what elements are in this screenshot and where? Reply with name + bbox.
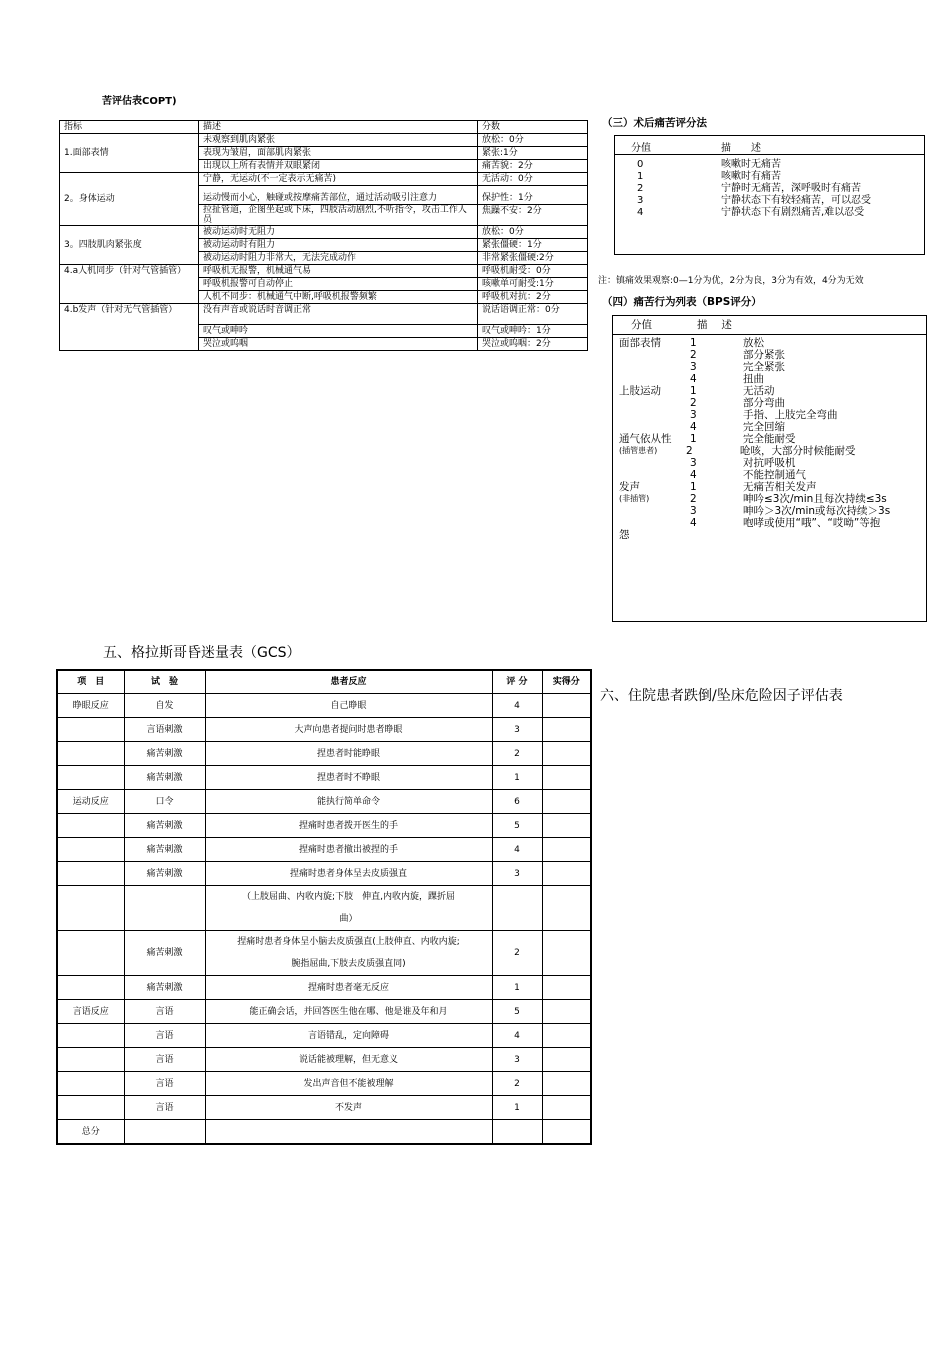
cpot-table bbox=[59, 120, 588, 351]
gcs-response bbox=[205, 718, 492, 742]
bps-score: 4 bbox=[690, 373, 697, 385]
gcs-test bbox=[124, 886, 205, 931]
postop-pain-row bbox=[615, 159, 924, 171]
gcs-item bbox=[57, 886, 124, 931]
postop-pain-row bbox=[615, 183, 924, 195]
bps-row bbox=[613, 433, 926, 445]
gcs-score: 2 bbox=[492, 1072, 542, 1096]
gcs-test: 言语刺激 bbox=[124, 718, 205, 742]
gcs-row bbox=[57, 886, 591, 931]
postop-pain-row bbox=[615, 207, 924, 219]
gcs-score: 2 bbox=[492, 931, 542, 976]
bps-table bbox=[612, 315, 927, 622]
gcs-item bbox=[57, 742, 124, 766]
cpot-description: 表现为皱眉，面部肌肉紧张 bbox=[199, 147, 478, 160]
gcs-score: 1 bbox=[492, 976, 542, 1000]
gcs-score: 4 bbox=[492, 1024, 542, 1048]
postop-pain-title: （三）术后痛苦评分法 bbox=[602, 117, 707, 129]
bps-row bbox=[613, 409, 926, 421]
header-desc: 描 述 bbox=[721, 143, 761, 154]
gcs-item bbox=[57, 931, 124, 976]
gcs-item: 总分 bbox=[57, 1120, 124, 1145]
gcs-row bbox=[57, 976, 591, 1000]
gcs-test: 言语 bbox=[124, 1096, 205, 1120]
bps-row bbox=[613, 361, 926, 373]
gcs-row bbox=[57, 1072, 591, 1096]
gcs-actual-score bbox=[542, 766, 591, 790]
gcs-row bbox=[57, 1096, 591, 1120]
pain-score: 2 bbox=[637, 183, 644, 194]
cpot-description: 没有声音或说话时音调正常 bbox=[199, 304, 478, 325]
pain-score: 1 bbox=[637, 171, 644, 182]
cpot-score: 呼吸机耐受：0分 bbox=[478, 265, 588, 278]
bps-description: 无活动 bbox=[743, 385, 775, 397]
gcs-item bbox=[57, 838, 124, 862]
gcs-row bbox=[57, 1000, 591, 1024]
gcs-response-line: 捏痛时患者身体呈小脑去皮质强直(上肢伸直、内收内旋; bbox=[237, 937, 460, 947]
gcs-test: 痛苦刺激 bbox=[124, 976, 205, 1000]
bps-description: 部分弯曲 bbox=[743, 397, 785, 409]
gcs-test: 痛苦刺激 bbox=[124, 862, 205, 886]
gcs-response-line: 发出声音但不能被理解 bbox=[303, 1078, 394, 1089]
gcs-actual-score bbox=[542, 1000, 591, 1024]
gcs-test: 痛苦刺激 bbox=[124, 814, 205, 838]
gcs-response-line: 捏痛时患者拨开医生的手 bbox=[298, 820, 398, 831]
gcs-score bbox=[492, 886, 542, 931]
cpot-row bbox=[60, 304, 588, 325]
cpot-indicator: 4.a人机同步（针对气管插管） bbox=[60, 265, 199, 304]
pain-score: 3 bbox=[637, 195, 644, 206]
gcs-actual-score bbox=[542, 790, 591, 814]
fall-risk-title: 六、住院患者跌倒/坠床危险因子评估表 bbox=[600, 688, 843, 704]
pain-score: 4 bbox=[637, 207, 644, 218]
bps-description: 放松 bbox=[743, 337, 764, 349]
gcs-table bbox=[56, 669, 592, 1145]
cpot-description: 未观察到肌肉紧张 bbox=[199, 134, 478, 147]
gcs-actual-score bbox=[542, 976, 591, 1000]
gcs-row bbox=[57, 766, 591, 790]
bps-row bbox=[613, 385, 926, 397]
gcs-response bbox=[205, 814, 492, 838]
cpot-score: 叹气或呻吟：1分 bbox=[478, 325, 588, 338]
bps-score: 3 bbox=[690, 409, 697, 421]
gcs-item bbox=[57, 862, 124, 886]
cpot-description: 哭泣或呜咽 bbox=[199, 338, 478, 351]
bps-row bbox=[613, 517, 926, 529]
pain-score: 0 bbox=[637, 159, 644, 170]
gcs-item bbox=[57, 1072, 124, 1096]
gcs-response-line: 曲） bbox=[339, 914, 358, 924]
bps-category: 面部表情 bbox=[619, 337, 661, 349]
gcs-actual-score bbox=[542, 1024, 591, 1048]
bps-score: 4 bbox=[690, 421, 697, 433]
cpot-score: 呼吸机对抗：2分 bbox=[478, 291, 588, 304]
gcs-response-line: 捏痛时患者毫无反应 bbox=[307, 982, 389, 993]
gcs-item bbox=[57, 1048, 124, 1072]
cpot-score: 咳嗽单可耐受:1分 bbox=[478, 278, 588, 291]
cpot-description: 被动运动时阻力非常大，无法完成动作 bbox=[199, 252, 478, 265]
cpot-score: 无活动：0分 bbox=[478, 173, 588, 186]
gcs-response bbox=[205, 1000, 492, 1024]
bps-category: 发声 bbox=[619, 481, 640, 493]
gcs-item bbox=[57, 814, 124, 838]
cpot-row bbox=[60, 173, 588, 186]
gcs-row bbox=[57, 718, 591, 742]
bps-row bbox=[613, 373, 926, 385]
gcs-header-item: 项 目 bbox=[57, 670, 124, 694]
gcs-response bbox=[205, 1024, 492, 1048]
gcs-test: 痛苦刺激 bbox=[124, 742, 205, 766]
gcs-item bbox=[57, 1024, 124, 1048]
gcs-item bbox=[57, 766, 124, 790]
pain-description: 咳嗽时无痛苦 bbox=[721, 159, 781, 170]
gcs-score: 1 bbox=[492, 766, 542, 790]
gcs-response bbox=[205, 1096, 492, 1120]
gcs-row bbox=[57, 838, 591, 862]
cpot-indicator: 2。身体运动 bbox=[60, 173, 199, 226]
cpot-description: 呼吸机无报警，机械通气易 bbox=[199, 265, 478, 278]
bps-score: 3 bbox=[690, 361, 697, 373]
gcs-response-line: （上肢屈曲、内收内旋;下肢 伸直,内收内旋，踝折屈 bbox=[242, 892, 455, 902]
gcs-response bbox=[205, 838, 492, 862]
gcs-actual-score bbox=[542, 838, 591, 862]
cpot-score: 放松：0分 bbox=[478, 226, 588, 239]
gcs-score: 5 bbox=[492, 814, 542, 838]
gcs-response-line: 大声向患者提问时患者睁眼 bbox=[294, 724, 403, 735]
bps-row bbox=[613, 337, 926, 349]
gcs-test: 言语 bbox=[124, 1000, 205, 1024]
bps-header bbox=[613, 316, 926, 335]
gcs-score: 4 bbox=[492, 838, 542, 862]
cpot-indicator: 3。四肢肌肉紧张度 bbox=[60, 226, 199, 265]
bps-subcategory: (插管患者) bbox=[619, 446, 658, 455]
bps-category: 怨 bbox=[619, 529, 630, 541]
gcs-response bbox=[205, 976, 492, 1000]
cpot-row bbox=[60, 134, 588, 147]
header-desc: 描 述 bbox=[697, 319, 732, 331]
bps-description: 不能控制通气 bbox=[743, 469, 806, 481]
gcs-header-response: 患者反应 bbox=[205, 670, 492, 694]
gcs-actual-score bbox=[542, 1096, 591, 1120]
bps-score: 4 bbox=[690, 517, 697, 529]
cpot-score: 焦躁不安：2分 bbox=[478, 205, 588, 226]
bps-description: 完全紧张 bbox=[743, 361, 785, 373]
gcs-response-line: 捏患者时能睁眼 bbox=[316, 748, 380, 759]
gcs-response-line: 不发声 bbox=[334, 1102, 362, 1113]
gcs-response bbox=[205, 886, 492, 931]
cpot-description: 叹气或呻吟 bbox=[199, 325, 478, 338]
cpot-score: 紧张僵硬：1分 bbox=[478, 239, 588, 252]
cpot-row bbox=[60, 226, 588, 239]
cpot-score: 放松：0分 bbox=[478, 134, 588, 147]
cpot-description: 出现以上所有表情并双眼紧闭 bbox=[199, 160, 478, 173]
gcs-test: 痛苦刺激 bbox=[124, 766, 205, 790]
gcs-response-line: 腕指屈曲,下肢去皮质强直同) bbox=[291, 959, 406, 969]
gcs-row bbox=[57, 1120, 591, 1145]
bps-description: 扭曲 bbox=[743, 373, 764, 385]
cpot-score: 保护性：1分 bbox=[478, 186, 588, 205]
bps-description: 呻吟≤3次/min且每次持续≤3s bbox=[743, 493, 887, 505]
gcs-response bbox=[205, 766, 492, 790]
gcs-test: 痛苦刺激 bbox=[124, 931, 205, 976]
gcs-header-row bbox=[57, 670, 591, 694]
pain-description: 咳嗽时有痛苦 bbox=[721, 171, 781, 182]
gcs-score bbox=[492, 1120, 542, 1145]
gcs-response-line: 能执行简单命令 bbox=[316, 796, 380, 807]
gcs-response bbox=[205, 1072, 492, 1096]
cpot-score: 说话语调正常：0分 bbox=[478, 304, 588, 325]
cpot-description: 宁静，无运动(不一定表示无痛苦) bbox=[199, 173, 478, 186]
cpot-score: 哭泣或呜咽：2分 bbox=[478, 338, 588, 351]
gcs-response-line: 自己睁眼 bbox=[330, 700, 367, 711]
bps-score: 2 bbox=[690, 493, 697, 505]
gcs-row bbox=[57, 1048, 591, 1072]
gcs-actual-score bbox=[542, 862, 591, 886]
bps-row bbox=[613, 493, 926, 505]
gcs-response bbox=[205, 694, 492, 718]
pain-description: 宁静时无痛苦，深呼吸时有痛苦 bbox=[721, 183, 861, 194]
bps-title: （四）痛苦行为列表（BPS评分） bbox=[602, 296, 762, 308]
pain-description: 宁静状态下有较轻痛苦，可以忍受 bbox=[721, 195, 871, 206]
bps-score: 1 bbox=[690, 337, 697, 349]
cpot-row bbox=[60, 265, 588, 278]
gcs-header-actual: 实得分 bbox=[542, 670, 591, 694]
bps-score: 3 bbox=[690, 505, 697, 517]
bps-row bbox=[613, 469, 926, 481]
gcs-item bbox=[57, 976, 124, 1000]
bps-row bbox=[613, 481, 926, 493]
bps-category: 上肢运动 bbox=[619, 385, 661, 397]
bps-score: 2 bbox=[690, 349, 697, 361]
bps-description: 完全回缩 bbox=[743, 421, 785, 433]
gcs-response bbox=[205, 790, 492, 814]
gcs-actual-score bbox=[542, 1120, 591, 1145]
bps-subcategory: (非插管) bbox=[619, 494, 650, 503]
cpot-description: 人机不同步：机械通气中断,呼吸机报警频繁 bbox=[199, 291, 478, 304]
gcs-actual-score bbox=[542, 1072, 591, 1096]
pain-description: 宁静状态下有剧烈痛苦,难以忍受 bbox=[721, 207, 865, 218]
gcs-row bbox=[57, 694, 591, 718]
cpot-description: 呼吸机报警可自动停止 bbox=[199, 278, 478, 291]
gcs-test: 痛苦刺激 bbox=[124, 838, 205, 862]
gcs-actual-score bbox=[542, 694, 591, 718]
gcs-response-line: 说话能被理解，但无意义 bbox=[298, 1054, 398, 1065]
gcs-response-line: 言语错乱，定向障碍 bbox=[307, 1030, 389, 1041]
postop-pain-table bbox=[614, 135, 925, 255]
gcs-response-line: 能正确会话，并回答医生他在哪、他是谁及年和月 bbox=[249, 1006, 448, 1017]
gcs-item: 睁眼反应 bbox=[57, 694, 124, 718]
bps-category: 通气依从性 bbox=[619, 433, 672, 445]
bps-score: 3 bbox=[690, 457, 697, 469]
bps-description: 完全能耐受 bbox=[743, 433, 796, 445]
analgesia-note: 注：镇痛效果观察:0—1分为优，2分为良，3分为有效，4分为无效 bbox=[598, 276, 864, 286]
gcs-actual-score bbox=[542, 718, 591, 742]
gcs-row bbox=[57, 742, 591, 766]
gcs-score: 3 bbox=[492, 718, 542, 742]
cpot-description: 被动运动时有阻力 bbox=[199, 239, 478, 252]
gcs-response bbox=[205, 742, 492, 766]
cpot-description: 拉扯管道，企图坐起或下床，四肢活动剧烈,不听指令，攻击工作人员 bbox=[199, 205, 478, 226]
gcs-row bbox=[57, 1024, 591, 1048]
bps-score: 1 bbox=[690, 385, 697, 397]
gcs-test: 言语 bbox=[124, 1072, 205, 1096]
bps-description: 无痛苦相关发声 bbox=[743, 481, 817, 493]
gcs-item: 言语反应 bbox=[57, 1000, 124, 1024]
cpot-description: 被动运动时无阻力 bbox=[199, 226, 478, 239]
gcs-row bbox=[57, 790, 591, 814]
gcs-actual-score bbox=[542, 886, 591, 931]
gcs-actual-score bbox=[542, 1048, 591, 1072]
cpot-score: 非常紧张僵硬:2分 bbox=[478, 252, 588, 265]
bps-description: 对抗呼吸机 bbox=[743, 457, 796, 469]
header-score: 分值 bbox=[631, 319, 652, 331]
gcs-response bbox=[205, 931, 492, 976]
gcs-item: 运动反应 bbox=[57, 790, 124, 814]
cpot-score: 痛苦貌：2分 bbox=[478, 160, 588, 173]
gcs-row bbox=[57, 814, 591, 838]
gcs-header-score: 评 分 bbox=[492, 670, 542, 694]
header-score: 分值 bbox=[631, 143, 651, 154]
gcs-actual-score bbox=[542, 742, 591, 766]
bps-row bbox=[613, 349, 926, 361]
bps-score: 1 bbox=[690, 481, 697, 493]
gcs-test bbox=[124, 1120, 205, 1145]
gcs-row bbox=[57, 862, 591, 886]
gcs-actual-score bbox=[542, 931, 591, 976]
gcs-test: 言语 bbox=[124, 1024, 205, 1048]
gcs-response bbox=[205, 862, 492, 886]
cpot-title: 苦评估表COPT) bbox=[102, 96, 177, 107]
postop-pain-row bbox=[615, 171, 924, 183]
gcs-score: 1 bbox=[492, 1096, 542, 1120]
gcs-response bbox=[205, 1120, 492, 1145]
cpot-header-description: 描述 bbox=[199, 121, 478, 134]
gcs-score: 2 bbox=[492, 742, 542, 766]
gcs-item bbox=[57, 718, 124, 742]
cpot-description: 运动慢而小心，触碰或按摩痛苦部位，通过活动吸引注意力 bbox=[199, 186, 478, 205]
bps-row bbox=[613, 457, 926, 469]
cpot-indicator: 4.b发声（针对无气管插管） bbox=[60, 304, 199, 351]
gcs-test: 自发 bbox=[124, 694, 205, 718]
bps-description: 部分紧张 bbox=[743, 349, 785, 361]
postop-pain-row bbox=[615, 195, 924, 207]
cpot-score: 紧张:1分 bbox=[478, 147, 588, 160]
bps-row bbox=[613, 421, 926, 433]
gcs-title: 五、格拉斯哥昏迷量表（GCS） bbox=[103, 645, 301, 661]
bps-description: 手指、上肢完全弯曲 bbox=[743, 409, 838, 421]
bps-description: 呛咳，大部分时候能耐受 bbox=[740, 445, 856, 457]
gcs-score: 4 bbox=[492, 694, 542, 718]
cpot-header-indicator: 指标 bbox=[60, 121, 199, 134]
gcs-actual-score bbox=[542, 814, 591, 838]
bps-score: 2 bbox=[686, 445, 693, 457]
gcs-item bbox=[57, 1096, 124, 1120]
bps-description: 呻吟＞3次/min或每次持续＞3s bbox=[743, 505, 891, 517]
gcs-score: 3 bbox=[492, 862, 542, 886]
cpot-header-row bbox=[60, 121, 588, 134]
gcs-response-line: 捏痛时患者身体呈去皮质强直 bbox=[289, 868, 407, 879]
bps-row bbox=[613, 505, 926, 517]
bps-row bbox=[613, 529, 926, 541]
bps-score: 4 bbox=[690, 469, 697, 481]
gcs-header-test: 试 验 bbox=[124, 670, 205, 694]
postop-pain-header bbox=[615, 138, 924, 155]
gcs-score: 3 bbox=[492, 1048, 542, 1072]
cpot-header-score: 分数 bbox=[478, 121, 588, 134]
gcs-score: 6 bbox=[492, 790, 542, 814]
gcs-test: 口令 bbox=[124, 790, 205, 814]
gcs-response-line: 捏痛时患者撤出被捏的手 bbox=[298, 844, 398, 855]
bps-row bbox=[613, 397, 926, 409]
gcs-score: 5 bbox=[492, 1000, 542, 1024]
cpot-indicator: 1.面部表情 bbox=[60, 134, 199, 173]
bps-score: 1 bbox=[690, 433, 697, 445]
gcs-row bbox=[57, 931, 591, 976]
bps-score: 2 bbox=[690, 397, 697, 409]
gcs-response bbox=[205, 1048, 492, 1072]
bps-row bbox=[613, 445, 926, 457]
bps-description: 咆哮或使用“哦”、“哎呦”等抱 bbox=[743, 517, 881, 529]
gcs-test: 言语 bbox=[124, 1048, 205, 1072]
gcs-response-line: 捏患者时不睁眼 bbox=[316, 772, 380, 783]
